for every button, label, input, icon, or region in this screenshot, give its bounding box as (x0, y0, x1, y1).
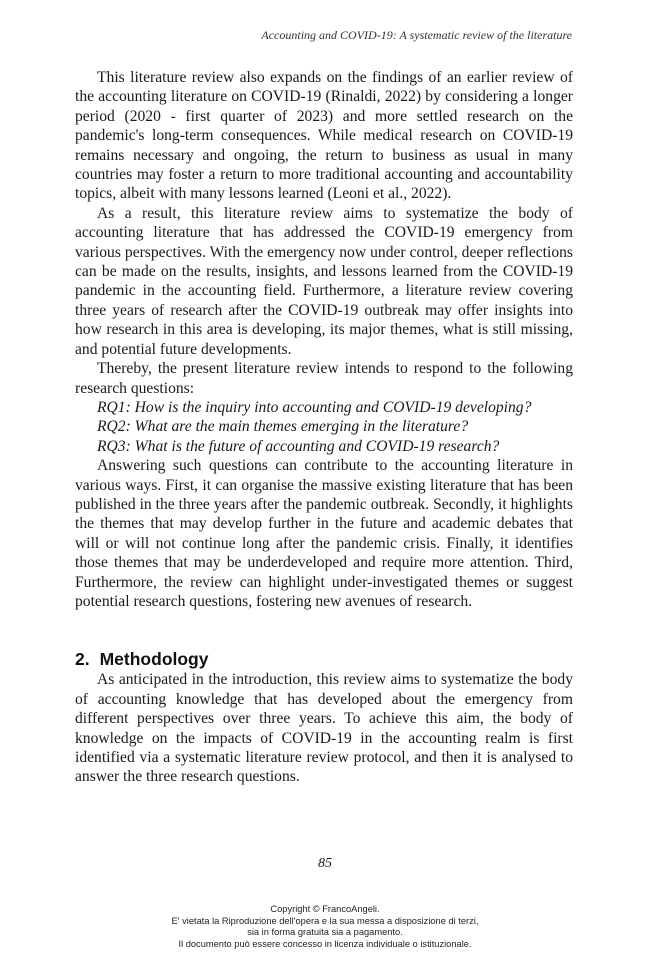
body-paragraph: Thereby, the present literature review intends to respond to the following research questions: (75, 360, 573, 397)
body-paragraph: This literature review also expands on the findings of an earlier review of the accounting literature on COVID-19 (Rinaldi, 2022) by considering a longer period (2020 - first quarter of 2023) and more settled research on the pandemic's long-term consequences. While medical research on COVID-19 remains necessary and ongoing, the return to business as usual in many countries may foster a return to more traditional accounting and accountability topics, albeit with many lessons learned (Leoni et al., 2022). (75, 69, 573, 203)
page-number: 85 (318, 856, 332, 871)
section-paragraph: As anticipated in the introduction, this review aims to systematize the body of accounting knowledge that has developed about the emergency from different perspectives over three years. To achieve this aim, the body of knowledge on the impacts of COVID-19 in the accounting realm is first identified via a systematic literature review protocol, and then it is analysed to answer the three research questions. (75, 671, 573, 786)
main-text (75, 68, 573, 787)
research-question-3: RQ3: What is the future of accounting and COVID-19 research? (97, 437, 500, 455)
body-paragraph: Answering such questions can contribute to the accounting literature in various ways. First, it can organise the massive existing literature that has been published in the three years after the pandemic outbreak. Secondly, it highlights the themes that may develop further in the future and academic debates that will or will not continue long after the pandemic crisis. Finally, it identifies those themes that may be underdeveloped and require more attention. Third, Furthermore, the review can highlight under-investigated themes or suggest potential research questions, fostering new avenues of research. (75, 457, 573, 610)
research-question-2: RQ2: What are the main themes emerging in the literature? (97, 418, 469, 436)
copyright-line: Copyright © FrancoAngeli. (270, 904, 380, 914)
section-title: Methodology (99, 649, 209, 670)
copyright-notice (0, 904, 650, 950)
research-question-1: RQ1: How is the inquiry into accounting and COVID-19 developing? (97, 398, 532, 416)
running-header-title: Accounting and COVID-19: A systematic review of the literature (261, 28, 572, 42)
copyright-line: Il documento può essere concesso in licenza individuale o istituzionale. (178, 938, 472, 949)
section-heading (75, 648, 573, 670)
body-paragraph: As a result, this literature review aims to systematize the body of accounting literature that has addressed the COVID-19 emergency from various perspectives. With the emergency now under control, deeper reflections can be made on the results, insights, and lessons learned from the COVID-19 pandemic in the accounting field. Furthermore, a literature review covering three years of research after the COVID-19 outbreak may offer insights into how research in this area is developing, its major themes, what is still missing, and potential future developments. (75, 204, 573, 358)
copyright-line: E' vietata la Riproduzione dell'opera e la sua messa a disposizione di terzi, (171, 915, 479, 926)
section-number: 2. (75, 649, 90, 670)
copyright-line: sia in forma gratuita sia a pagamento. (247, 927, 403, 937)
